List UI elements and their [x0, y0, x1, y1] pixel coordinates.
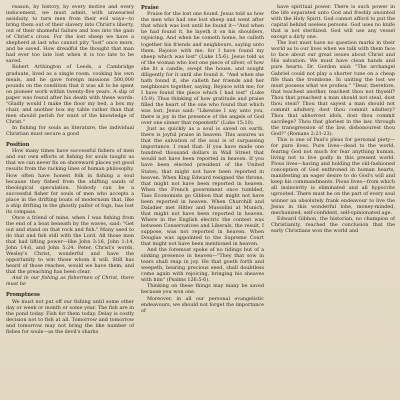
paragraph: In fishing for souls as literature, the individual Christian must secure a good [6, 124, 134, 137]
paragraph: Moreover, in all our personal evangelistic endeavours, we should not forget the importance of [141, 295, 264, 314]
column-right [271, 4, 395, 234]
paragraph: reason, by history, by every motive and every inducement, we must admit, with unwearied assiduity, to turn men from their evil ways—to bring them out of their slavery into Christ's liberty, out of their shameful failure and loss into the gain of Christ's cross. For the lost sheep we have a shepherd at last who cannot pity "lost" once more, and be saved. How dreadful the thought that man had ever too late lost when it is too late to be saved. [6, 4, 134, 65]
section-heading: Promptness [6, 292, 40, 299]
section-heading: Praise [141, 5, 159, 11]
paragraph: Just as quickly as a soul is saved on earth, there is joyful praise in heaven. This assures us that the salvation of the soul is of surpassing importance. I read that: If you have made one hundred thousand dollars in Wall Street that would not have been reported in heaven. If you have been elected president of the United States, that might not have been reported in heaven. When King Edward resigned the throne, that might not have been reported in heaven. When the French government once tumbled, Tass Economists go Gibbon that might not have been reported in heaven. When Churchill and Daladier met Hitler and Mussolini at Munich, that might not have been reported in heaven. Where in the English electric the contest was between Conservatives and Liberals, the result, I suppose, was not reported in heaven. When Douglas was appointed to the Supreme Court that might not have been mentioned in heaven. [141, 126, 264, 248]
paragraph: have spiritual power. There is such power in the life separated unto God and freshly anointed with the Holy Spirit. God cannot afford to put the capital behind useless persons. God uses no knife that is not sterilized. God will use any vessel except a dirty one. [271, 4, 395, 41]
column-left [6, 4, 134, 335]
paragraph: Praise for the lost one found. Jesus told us how the men who had one lost sheep and went after that which was lost until he found it—"And when he had found it, he layeth it on his shoulders, rejoicing. And when he cometh home, he calleth together his friends and neighbours, saying unto them, Rejoice with me; for I have found my sheep which was lost" (Luke 15:6). Jesus told us of the woman who lost one piece of silver, of how she lit a candle, swept the house, and sought diligently for it until she found it. "And when she hath found it, she calleth her friends and her neighbours together, saying, Rejoice with me; for I have found the piece which I had lost" (Luke 15:9). Thus thinking of how gratitude and praise filled the heart of the one who found that which was lost, Jesus said: "Likewise I say unto you, there is joy in the presence of the angels of God over one sinner that repenteth" (Luke 15:10). [141, 11, 264, 127]
paragraph: And in our fishing as fishermen of Christ, there must be [6, 275, 134, 288]
spacer [6, 137, 134, 141]
paragraph: And the foremost spoke of no tidings but of a sinking presence in heaven—"They that sow in tears shall reap in joy. He that goeth forth and weepeth, bearing precious seed, shall doubtless come again with rejoicing, bringing his sheaves with him" (Psalms 126:5-6). [141, 247, 264, 284]
column-middle [141, 4, 264, 314]
paragraph: How many times have successful fishers of men and our own efforts at fishing for souls taught us that we can never fix on shoreward places yet good results from the racking lines of human philosophy. How often have honest folk in fishing a soul because they fished from the shifting sands of theological speculation. Nobody can be a successful fisher for souls of men who accepts a place in the drifting boats of modernism that, like a ship drifting in the ghostly pallor of fogs, has lost its compass. [6, 148, 134, 215]
paragraph: Edward Gibbon, the historian, no champion of Christianity, reached the conclusion that the early Christians won the world and [271, 215, 395, 234]
paragraph: Once a friend of mine, when I was fishing from the end of a boat beneath by the waves, said: "Get out and stand on that rock and fish." Many used to do that and fish still with the Lord. All those men that had lifting power—like John 3:16, John 1:14, John 14:6, and John 5:24. Peter, Christ's words, Wesley's Christ, wonderful and have the opportunity to win those whom it will. Still has heard of those reaches, would we have them; and that the preaching has been clear. [6, 214, 134, 276]
paragraph: Robert Arthington of Leeds, a Cambridge graduate, lived as a single room, cooking his own meals, and he gave foreign missions 500,000 pounds on the condition that it was all to be spent on pioneer work within twenty-five years. A slip of paper was found after his death with these words: "Gladly would I make the floor my bed, a box my chair, and another box my table rather than that men should perish for want of the knowledge of Christ." [6, 64, 134, 125]
paragraph: We must not put off our fishing until some other day or week or month or some year. The fish are in the pond today. Fish for them today. Delay is costly decision not to fish at all. Tomorrow and tomorrow and tomorrow may not bring the like number of fishes for souls—as the devil's sharks [6, 298, 134, 335]
paragraph: Thinking on these things may many be saved because you won one. [141, 283, 264, 296]
paragraph: This is one of Paul's pleas for personal piety—for pure lives. Pure lives—dead to the world, fearing God not much for fear anything human, living not to live godly in this present world. Pious lives—having and holding the old-fashioned conception of God enthroned in human hearts, manifesting an eager desire to do God's will and keep his commandments. Pious lives—from which all insincerity is eliminated and all hypocrite uprooted. There must be on the part of every soul winner an absolutely frank endeavour to live the Jesus in this wonderful lobe, money-minded, mechanized, self-confident, self-opinionated age. [271, 137, 395, 216]
spacer [6, 287, 134, 291]
paragraph: The lost must have no question marks in their world as to our lives when we talk with them face to face about our great issues about Christ and His salvation. We must have clean hands and pure hearts. Dr. Gordon said: "The archangel Gabriel could not play a shorter tune on a cheap fife than the trombone. In uniting the lost we must possess what we profess." "Dear, therefore, that teachest another, teachest thou not thyself? Thou that preachest a man should not steal, dost thou steal? Thou that sayest a man should not commit adultery, dost thou commit adultery? Thou that abhorrest idols, dost thou commit sacrilege? Thou that gloriest in the law, through the transgression of the law, dishonourest thou God?" (Romans 2:21-23). [271, 40, 395, 137]
section-heading: Position [6, 142, 30, 149]
